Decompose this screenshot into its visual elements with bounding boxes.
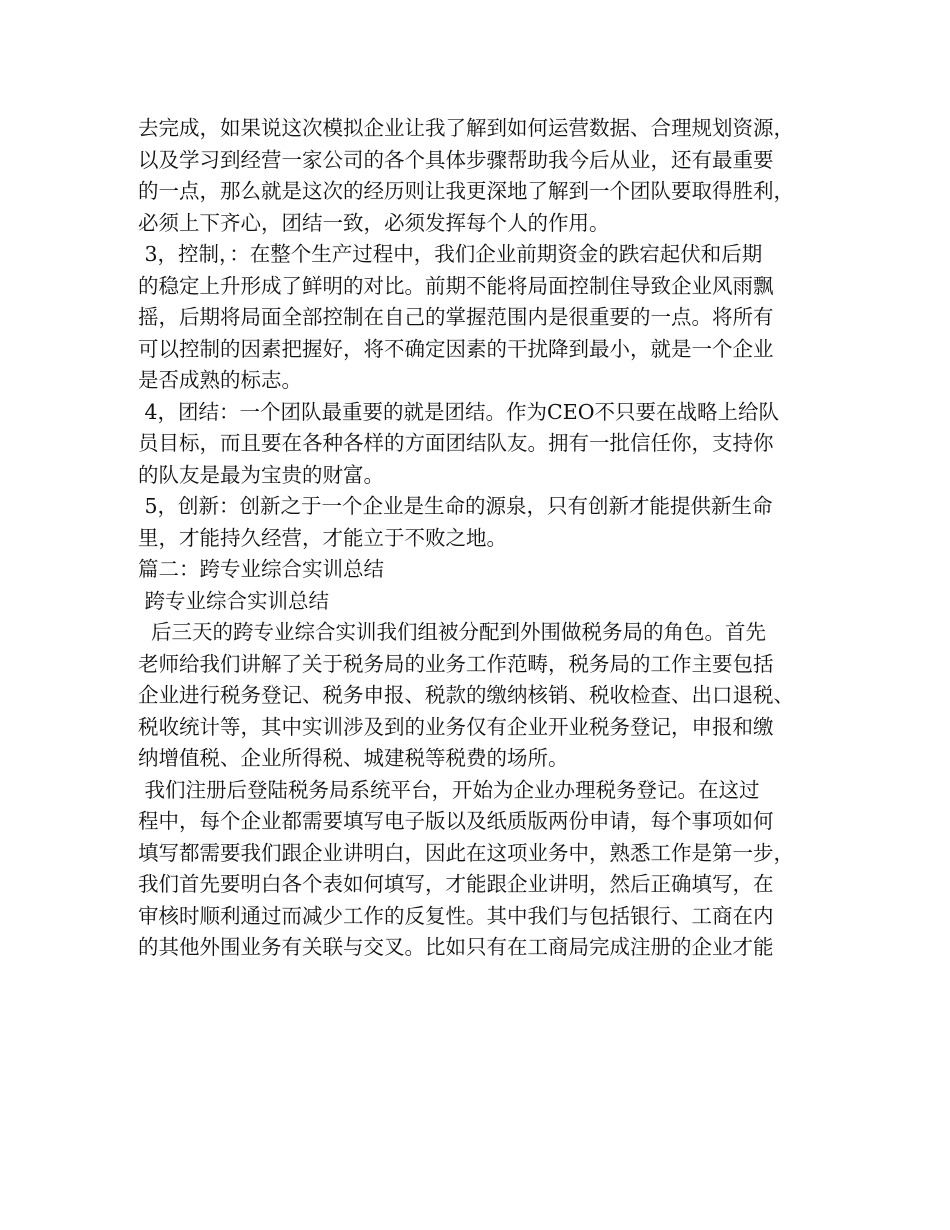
text-line: 后三天的跨专业综合实训我们组被分配到外围做税务局的角色。首先 [138, 620, 767, 644]
text-line: 去完成，如果说这次模拟企业让我了解到如何运营数据、合理规划资源， [138, 116, 794, 140]
text-line: 纳增值税、企业所得税、城建税等税费的场所。 [138, 746, 569, 770]
document-body [138, 113, 828, 964]
text-line: 税收统计等，其中实训涉及到的业务仅有企业开业税务登记，申报和缴 [138, 714, 774, 739]
text-line: 里，才能持久经营，才能立于不败之地。 [138, 525, 507, 550]
text-line: 的稳定上升形成了鲜明的对比。前期不能将局面控制住导致企业风雨飘 [138, 273, 774, 298]
paragraph-unity [138, 397, 828, 492]
text-line: 我们注册后登陆税务局系统平台，开始为企业办理税务登记。在这过 [138, 777, 760, 802]
paragraph-control [138, 239, 828, 397]
paragraph-innovation [138, 491, 828, 554]
text-line: 我们首先要明白各个表如何填写，才能跟企业讲明，然后正确填写，在 [138, 872, 774, 896]
text-line: 企业进行税务登记、税务申报、税款的缴纳核销、税收检查、出口退税、 [138, 683, 794, 707]
paragraph-tax-bureau-role [138, 617, 828, 775]
text-line: 3，控制，：在整个生产过程中，我们企业前期资金的跌宕起伏和后期 [138, 242, 763, 266]
text-line: 可以控制的因素把握好，将不确定因素的干扰降到最小，就是一个企业 [138, 336, 774, 361]
paragraph-tax-registration [138, 775, 828, 964]
text-line: 程中，每个企业都需要填写电子版以及纸质版两份申请，每个事项如何 [138, 809, 774, 833]
text-line: 的一点，那么就是这次的经历则让我更深地了解到一个团队要取得胜利， [138, 179, 794, 203]
text-line: 的其他外围业务有关联与交叉。比如只有在工商局完成注册的企业才能 [138, 935, 774, 959]
section-subtitle [138, 586, 828, 618]
text-line: 是否成熟的标志。 [138, 368, 302, 392]
text-line: 填写都需要我们跟企业讲明白，因此在这项业务中，熟悉工作是第一步， [138, 840, 794, 865]
text-line: 篇二：跨专业综合实训总结 [138, 557, 384, 581]
text-line: 必须上下齐心，团结一致，必须发挥每个人的作用。 [138, 210, 610, 235]
text-line: 审核时顺利通过而减少工作的反复性。其中我们与包括银行、工商在内 [138, 903, 774, 928]
section-heading [138, 554, 828, 586]
text-line: 跨专业综合实训总结 [138, 588, 330, 613]
text-line: 摇，后期将局面全部控制在自己的掌握范围内是很重要的一点。将所有 [138, 305, 774, 329]
text-line: 老师给我们讲解了关于税务局的业务工作范畴，税务局的工作主要包括 [138, 651, 774, 676]
text-line: 5，创新：创新之于一个企业是生命的源泉，只有创新才能提供新生命 [138, 494, 773, 518]
text-line: 员目标，而且要在各种各样的方面团结队友。拥有一批信任你，支持你 [138, 431, 774, 455]
text-line: 以及学习到经营一家公司的各个具体步骤帮助我今后从业，还有最重要 [138, 147, 774, 172]
text-line: 的队友是最为宝贵的财富。 [138, 462, 384, 487]
text-line: 4，团结：一个团队最重要的就是团结。作为CEO不只要在战略上给队 [138, 399, 780, 424]
paragraph-continuation [138, 113, 828, 239]
